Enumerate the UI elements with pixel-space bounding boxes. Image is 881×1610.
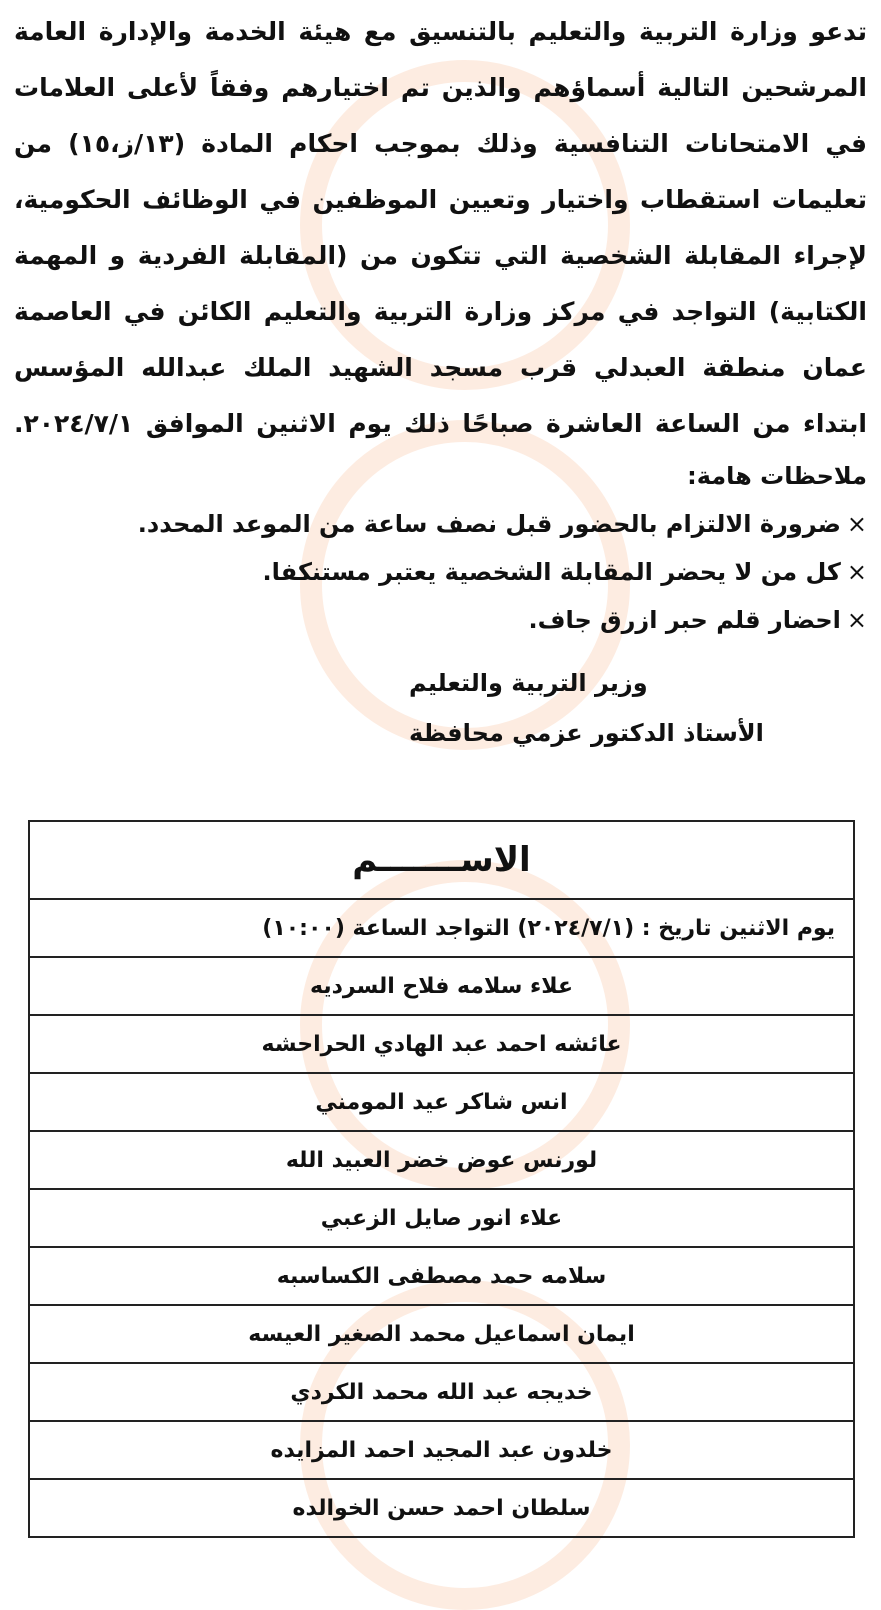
signature-name: الأستاذ الدكتور عزمي محافظة <box>409 719 764 747</box>
table-row: ايمان اسماعيل محمد الصغير العيسه <box>29 1305 854 1363</box>
signature-title: وزير التربية والتعليم <box>409 669 648 697</box>
note-item <box>14 500 867 548</box>
date-row: يوم الاثنين تاريخ : (٢٠٢٤/٧/١) التواجد الساعة (١٠:٠٠) <box>29 899 854 957</box>
body-line: المرشحين التالية أسماؤهم والذين تم اختيارهم وفقاً لأعلى العلامات <box>14 73 867 102</box>
table-row: علاء انور صايل الزعبي <box>29 1189 854 1247</box>
table-row: انس شاكر عيد المومني <box>29 1073 854 1131</box>
table-row: عائشه احمد عبد الهادي الحراحشه <box>29 1015 854 1073</box>
note-item <box>14 596 867 644</box>
note-text: كل من لا يحضر المقابلة الشخصية يعتبر مستنكفا. <box>262 558 841 586</box>
body-line: في الامتحانات التنافسية وذلك بموجب احكام المادة (١٣/ز،١٥) من <box>14 129 868 158</box>
body-line: الكتابية) التواجد في مركز وزارة التربية والتعليم الكائن في العاصمة <box>14 297 867 326</box>
note-text: احضار قلم حبر ازرق جاف. <box>528 606 841 634</box>
notes-title: ملاحظات هامة: <box>687 462 867 490</box>
body-line: عمان منطقة العبدلي قرب مسجد الشهيد الملك عبدالله المؤسس <box>14 353 867 382</box>
announcement <box>14 0 867 758</box>
table-row: سلطان احمد حسن الخوالده <box>29 1479 854 1537</box>
table-row: خديجه عبد الله محمد الكردي <box>29 1363 854 1421</box>
table-row: لورنس عوض خضر العبيد الله <box>29 1131 854 1189</box>
bullet-x-icon: × <box>846 510 867 538</box>
bullet-x-icon: × <box>846 558 867 586</box>
bullet-x-icon: × <box>846 606 867 634</box>
table-row: سلامه حمد مصطفى الكساسبه <box>29 1247 854 1305</box>
note-item <box>14 548 867 596</box>
body-line: ابتداء من الساعة العاشرة صباحًا ذلك يوم الاثنين الموافق ٢٠٢٤/٧/١. <box>14 409 867 438</box>
table-row: خلدون عبد المجيد احمد المزايده <box>29 1421 854 1479</box>
body-line: تعليمات استقطاب واختيار وتعيين الموظفين في الوظائف الحكومية، <box>14 185 867 214</box>
note-text: ضرورة الالتزام بالحضور قبل نصف ساعة من الموعد المحدد. <box>137 510 841 538</box>
body-line: تدعو وزارة التربية والتعليم بالتنسيق مع هيئة الخدمة والإدارة العامة <box>14 17 867 46</box>
candidates-table <box>28 820 855 1538</box>
table-row: علاء سلامه فلاح السرديه <box>29 957 854 1015</box>
body-line: لإجراء المقابلة الشخصية التي تتكون من (المقابلة الفردية و المهمة <box>14 241 867 270</box>
table-header: الاســـــــم <box>29 821 854 899</box>
